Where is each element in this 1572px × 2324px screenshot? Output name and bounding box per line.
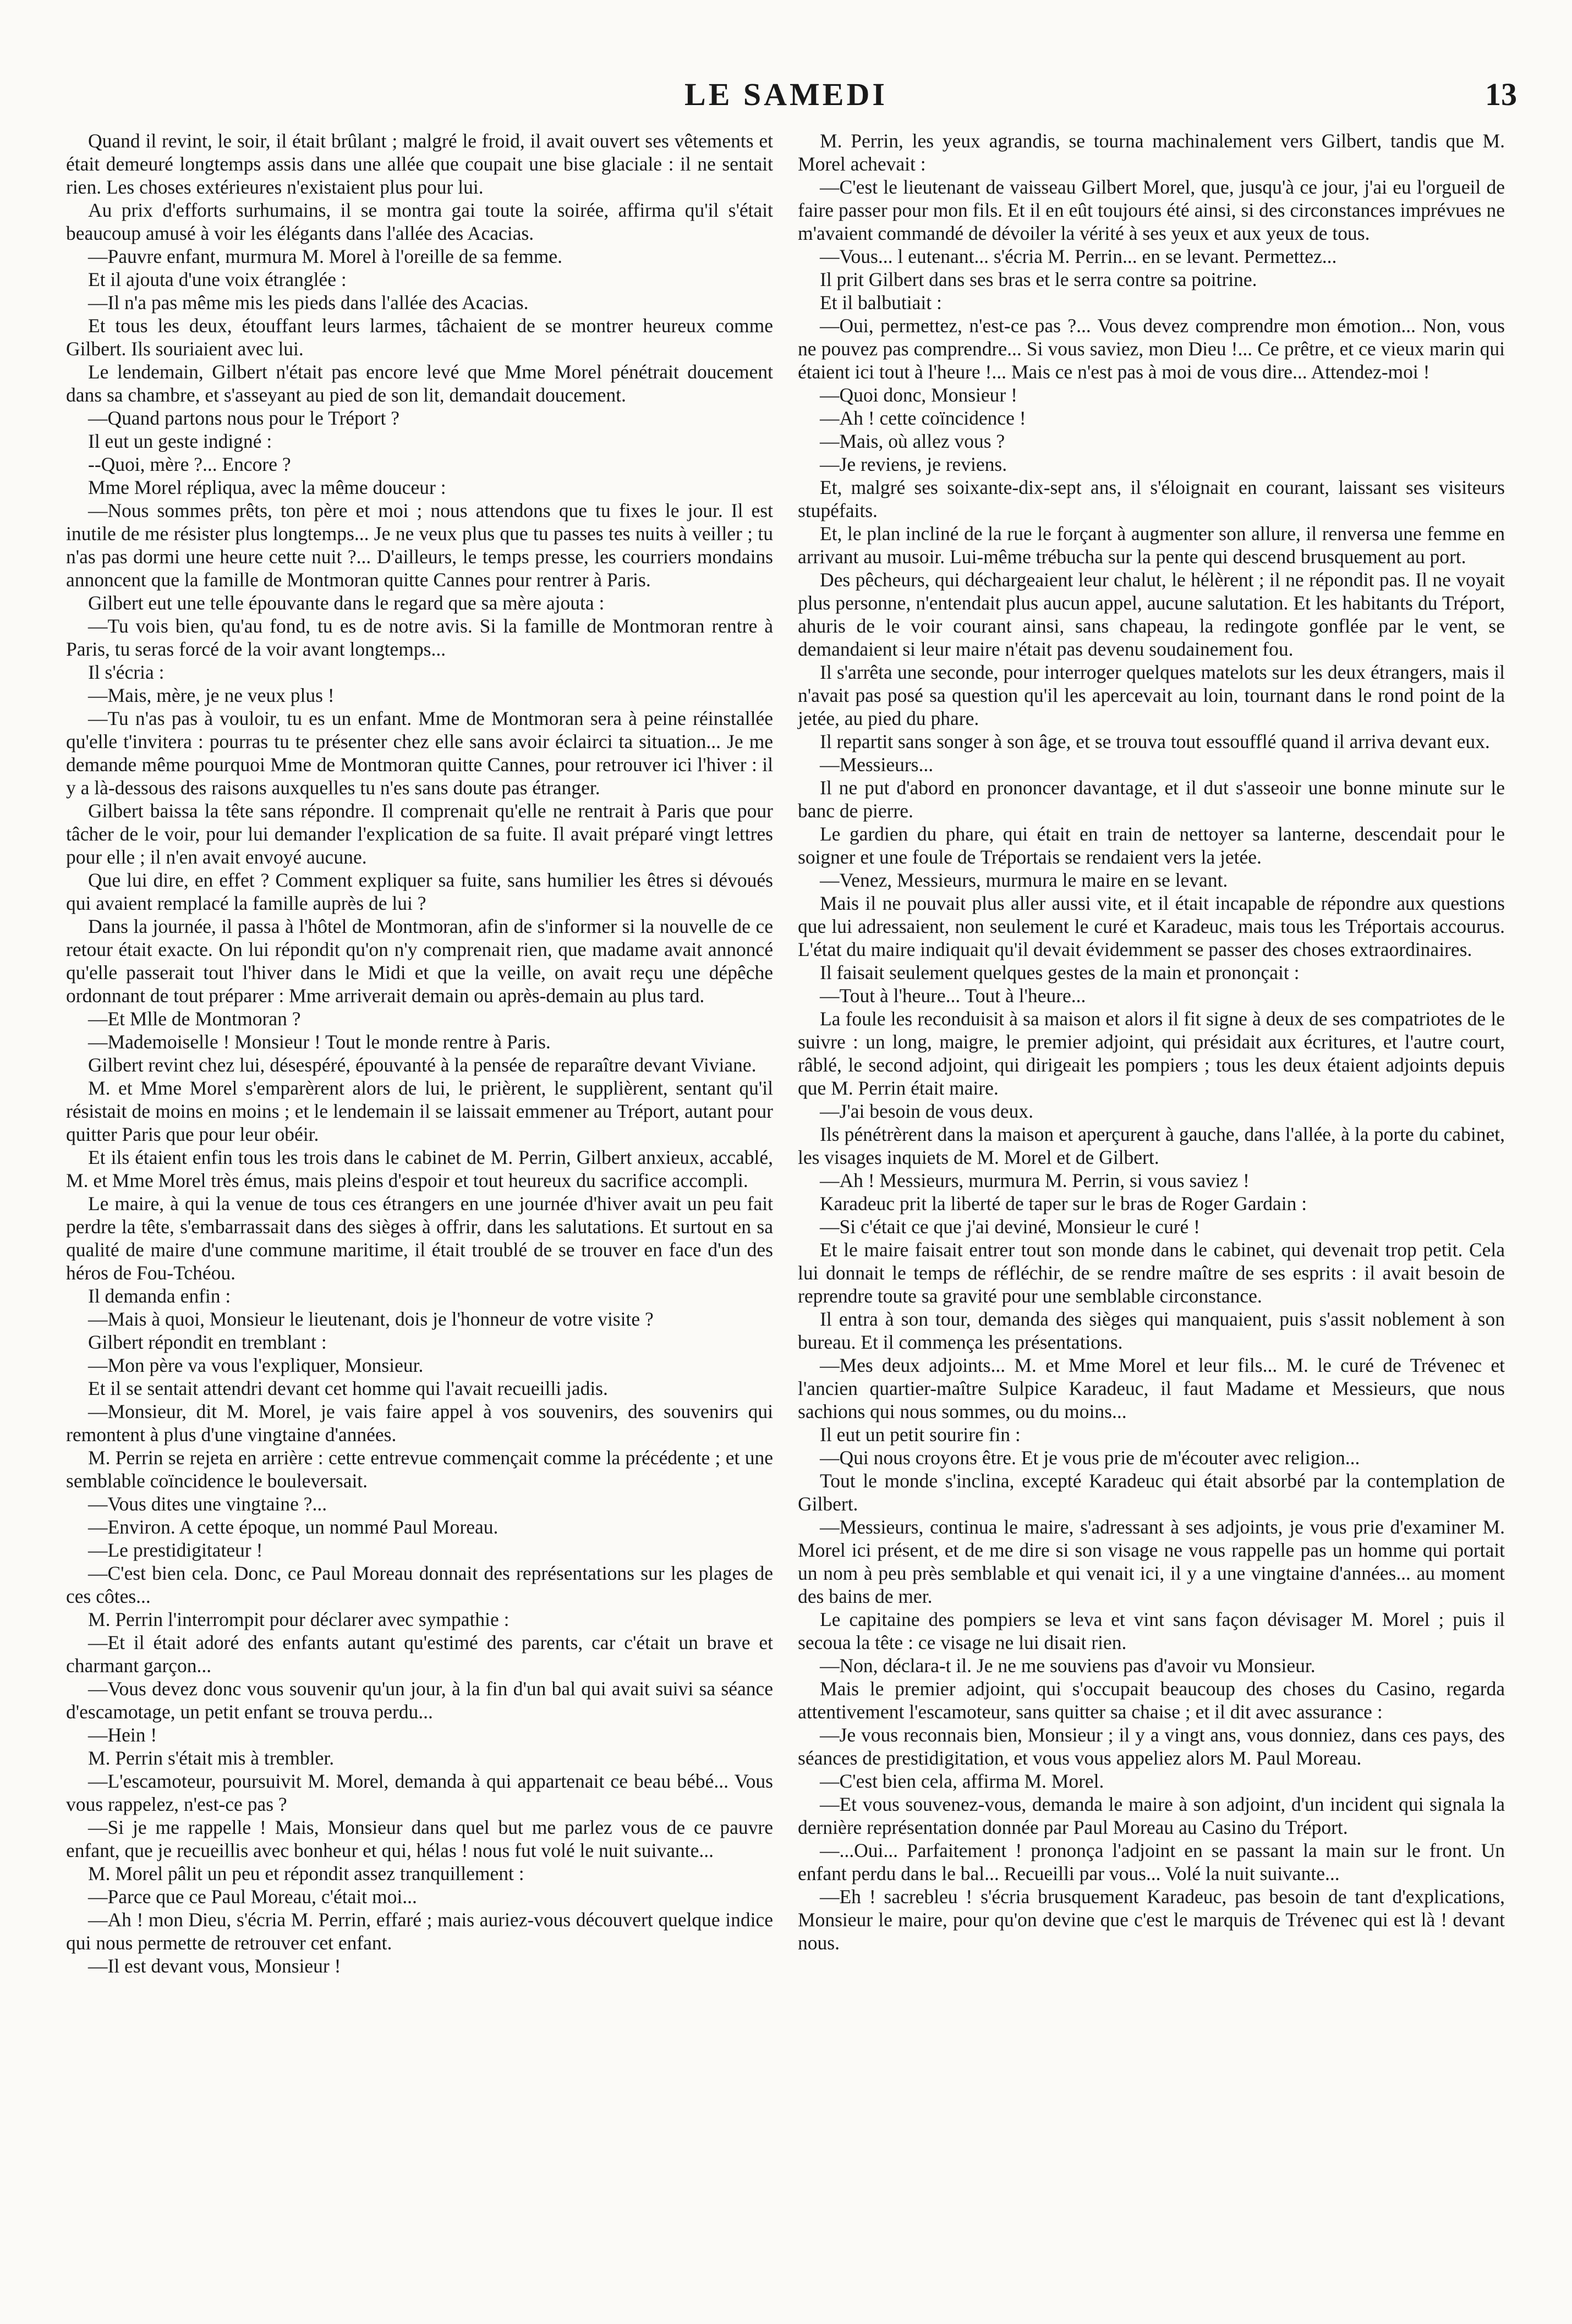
paragraph: La foule les reconduisit à sa maison et alors il fit signe à deux de ses compatriotes de le suivre : un long, maigre, le premier adjoint, qui présidait aux écritures, et l'autre court, râblé, le second adjoint, qui dirigeait les pompiers ; tous les deux étaient adjoints depuis que M. Perrin était maire. — [798, 1008, 1505, 1099]
paragraph: —Non, déclara-t il. Je ne me souviens pas d'avoir vu Monsieur. — [820, 1655, 1316, 1677]
paragraph: —Tu vois bien, qu'au fond, tu es de notre avis. Si la famille de Montmoran rentre à Paris, tu seras forcé de la voir avant longtemps... — [66, 615, 773, 660]
paragraph: —Je vous reconnais bien, Monsieur ; il y a vingt ans, vous donniez, dans ces pays, des séances de prestidigitation, et vous vous appeliez alors M. Paul Moreau. — [798, 1724, 1505, 1769]
paragraph: Ils pénétrèrent dans la maison et aperçurent à gauche, dans l'allée, à la porte du cabinet, les visages inquiets de M. Morel et de Gilbert. — [798, 1123, 1505, 1168]
paragraph: Il prit Gilbert dans ses bras et le serra contre sa poitrine. — [820, 268, 1257, 290]
running-title: LE SAMEDI — [684, 76, 888, 112]
paragraph: —Messieurs, continua le maire, s'adressant à ses adjoints, je vous prie d'examiner M. Morel ici présent, et de me dire si son visage ne vous rappelle pas un homme qui portait un nom à peu près semblable et qui venait ici, il y a une vingtaine d'années... au moment des bains de mer. — [798, 1516, 1505, 1607]
paragraph: —Messieurs... — [820, 754, 934, 776]
page-header — [55, 72, 1517, 121]
paragraph: Des pêcheurs, qui déchargeaient leur chalut, le hélèrent ; il ne répondit pas. Il ne voyait plus personne, n'entendait plus aucun appel, aucune salutation. Et les habitants du Tréport, ahuris de le voir courant ainsi, sans chapeau, la redingote gonflée par le vent, se demandaient si leur maire n'était pas devenu soudainement fou. — [798, 569, 1505, 660]
paragraph: Il repartit sans songer à son âge, et se trouva tout essoufflé quand il arriva devant eux. — [820, 730, 1490, 752]
paragraph: M. Perrin se rejeta en arrière : cette entrevue commençait comme la précédente ; et une semblable coïncidence le bouleversait. — [66, 1447, 773, 1492]
paragraph: Mme Morel répliqua, avec la même douceur : — [88, 476, 446, 498]
paragraph: —Si je me rappelle ! Mais, Monsieur dans quel but me parlez vous de ce pauvre enfant, que je recueillis avec bonheur et qui, hélas ! nous fut volé le nuit suivante... — [66, 1816, 773, 1861]
paragraph: Karadeuc prit la liberté de taper sur le bras de Roger Gardain : — [820, 1193, 1307, 1215]
paragraph: —Le prestidigitateur ! — [88, 1539, 263, 1561]
paragraph: Et, le plan incliné de la rue le forçant à augmenter son allure, il renversa une femme en arrivant au musoir. Lui-même trébucha sur la pente qui descend brusquement au port. — [798, 523, 1505, 568]
paragraph: —Mademoiselle ! Monsieur ! Tout le monde rentre à Paris. — [88, 1031, 551, 1053]
paragraph: —Parce que ce Paul Moreau, c'était moi... — [88, 1886, 417, 1908]
paragraph: —Mes deux adjoints... M. et Mme Morel et leur fils... M. le curé de Trévenec et l'ancien quartier-maître Sulpice Karadeuc, il faut Madame et Messieurs, que nous sachions qui nous sommes, ou du moins... — [798, 1354, 1505, 1422]
paragraph: —Hein ! — [88, 1724, 157, 1746]
paragraph: —Tu n'as pas à vouloir, tu es un enfant. Mme de Montmoran sera à peine réinstallée qu'elle t'invitera : pourras tu te présenter chez elle sans avoir éclairci ta situation... Je me demande même pourquoi Mme de Montmoran quitte Cannes, pour retrouver ici l'hiver : il y a là-dessous des raisons auxquelles tu n'es sans doute pas étranger. — [66, 707, 773, 799]
paragraph: Il entra à son tour, demanda des sièges qui manquaient, puis s'assit noblement à son bureau. Et il commença les présentations. — [798, 1308, 1505, 1353]
paragraph: —Vous... l eutenant... s'écria M. Perrin... en se levant. Permettez... — [820, 245, 1337, 267]
paragraph: Le gardien du phare, qui était en train de nettoyer sa lanterne, descendait pour le soigner et une foule de Tréportais se rendaient vers la jetée. — [798, 823, 1505, 868]
paragraph: Et, malgré ses soixante-dix-sept ans, il s'éloignait en courant, laissant ses visiteurs stupéfaits. — [798, 476, 1505, 521]
paragraph: —Si c'était ce que j'ai deviné, Monsieur le curé ! — [820, 1216, 1200, 1238]
paragraph: —...Oui... Parfaitement ! prononça l'adjoint en se passant la main sur le front. Un enfant perdu dans le bal... Recueilli par vous... Volé la nuit suivante... — [798, 1839, 1505, 1885]
paragraph: Il faisait seulement quelques gestes de la main et prononçait : — [820, 962, 1300, 984]
paragraph: —Ah ! Messieurs, murmura M. Perrin, si vous saviez ! — [820, 1169, 1250, 1191]
paragraph: Et il ajouta d'une voix étranglée : — [88, 268, 347, 290]
paragraph: —Vous devez donc vous souvenir qu'un jour, à la fin d'un bal qui avait suivi sa séance d'escamotage, un petit enfant se trouva perdu... — [66, 1678, 773, 1723]
paragraph: Mais le premier adjoint, qui s'occupait beaucoup des choses du Casino, regarda attentivement l'escamoteur, sans quitter sa chaise ; et il dit avec assurance : — [798, 1678, 1505, 1723]
paragraph: —Vous dites une vingtaine ?... — [88, 1493, 327, 1515]
paragraph: Et il balbutiait : — [820, 292, 942, 314]
paragraph: Il eut un petit sourire fin : — [820, 1424, 1021, 1446]
paragraph: —Quoi donc, Monsieur ! — [820, 384, 1017, 406]
paragraph: Il eut un geste indigné : — [88, 430, 272, 452]
paragraph: Que lui dire, en effet ? Comment expliquer sa fuite, sans humilier les êtres si dévoués qui avaient remplacé la famille auprès de lui ? — [66, 869, 773, 914]
paragraph: —Oui, permettez, n'est-ce pas ?... Vous devez comprendre mon émotion... Non, vous ne pouvez pas comprendre... Si vous saviez, mon Dieu !... Ce prêtre, et ce vieux marin qui étaient ici tout à l'heure !... Mais ce n'est pas à moi de vous dire... Attendez-moi ! — [798, 315, 1505, 383]
paragraph: —Quand partons nous pour le Tréport ? — [88, 407, 399, 429]
paragraph: —Qui nous croyons être. Et je vous prie de m'écouter avec religion... — [820, 1447, 1360, 1469]
paragraph: Et tous les deux, étouffant leurs larmes, tâchaient de se montrer heureux comme Gilbert. Ils souriaient avec lui. — [66, 315, 773, 360]
paragraph: —J'ai besoin de vous deux. — [820, 1100, 1033, 1122]
paragraph: —Environ. A cette époque, un nommé Paul Moreau. — [88, 1516, 499, 1538]
paragraph: Tout le monde s'inclina, excepté Karadeuc qui était absorbé par la contemplation de Gilbert. — [798, 1470, 1505, 1515]
paragraph: Quand il revint, le soir, il était brûlant ; malgré le froid, il avait ouvert ses vêtements et était demeuré longtemps assis dans une allée que coupait une bise glaciale : il ne sentait rien. Les choses extérieures n'existaient plus pour lui. — [66, 130, 773, 198]
paragraph: —Ah ! cette coïncidence ! — [820, 407, 1026, 429]
paragraph: Et le maire faisait entrer tout son monde dans le cabinet, qui devenait trop petit. Cela lui donnait le temps de réfléchir, de se rendre maître de ses esprits : il avait besoin de reprendre toute sa gravité pour une semblable circonstance. — [798, 1239, 1505, 1307]
paragraph: —Eh ! sacrebleu ! s'écria brusquement Karadeuc, pas besoin de tant d'explications, Monsieur le maire, pour qu'on devine que c'est le marquis de Trévenec qui est là ! devant nous. — [798, 1886, 1505, 1954]
paragraph: Le lendemain, Gilbert n'était pas encore levé que Mme Morel pénétrait doucement dans sa chambre, et s'asseyant au pied de son lit, demandait doucement. — [66, 361, 773, 406]
paragraph: Il demanda enfin : — [88, 1285, 231, 1307]
paragraph: --Quoi, mère ?... Encore ? — [88, 453, 291, 475]
right-text-column — [798, 129, 1505, 1954]
paragraph: Au prix d'efforts surhumains, il se montra gai toute la soirée, affirma qu'il s'était beaucoup amusé à voir les élégants dans l'allée des Acacias. — [66, 199, 773, 244]
paragraph: —Monsieur, dit M. Morel, je vais faire appel à vos souvenirs, des souvenirs qui remontent à plus d'une vingtaine d'années. — [66, 1400, 773, 1446]
paragraph: M. Perrin l'interrompit pour déclarer avec sympathie : — [88, 1608, 510, 1630]
paragraph: M. Perrin, les yeux agrandis, se tourna machinalement vers Gilbert, tandis que M. Morel achevait : — [798, 130, 1505, 175]
paragraph: M. et Mme Morel s'emparèrent alors de lui, le prièrent, le supplièrent, sentant qu'il résistait de moins en moins ; et le lendemain il se laissait emmener au Tréport, autant pour quitter Paris que pour leur obéir. — [66, 1077, 773, 1145]
paragraph: —Je reviens, je reviens. — [820, 453, 1007, 475]
paragraph: Gilbert eut une telle épouvante dans le regard que sa mère ajouta : — [88, 592, 605, 614]
paragraph: —Venez, Messieurs, murmura le maire en se levant. — [820, 869, 1228, 891]
paragraph: Gilbert revint chez lui, désespéré, épouvanté à la pensée de reparaître devant Viviane. — [88, 1054, 757, 1076]
paragraph: Et il se sentait attendri devant cet homme qui l'avait recueilli jadis. — [88, 1377, 608, 1399]
paragraph: Mais il ne pouvait plus aller aussi vite, et il était incapable de répondre aux questions que lui adressaient, non seulement le curé et Karadeuc, mais tous les Tréportais accourus. L'état du maire indiquait qu'il devait évidemment se passer des choses extraordinaires. — [798, 892, 1505, 960]
paragraph: Il s'arrêta une seconde, pour interroger quelques matelots sur les deux étrangers, mais il n'avait pas posé sa question qu'il les apercevait au loin, tournant dans le rond point de la jetée, au pied du phare. — [798, 661, 1505, 729]
paragraph: —C'est bien cela, affirma M. Morel. — [820, 1770, 1104, 1792]
paragraph: —Ah ! mon Dieu, s'écria M. Perrin, effaré ; mais auriez-vous découvert quelque indice qui nous permette de retrouver cet enfant. — [66, 1909, 773, 1954]
paragraph: —C'est bien cela. Donc, ce Paul Moreau donnait des représentations sur les plages de ces côtes... — [66, 1562, 773, 1607]
paragraph: Dans la journée, il passa à l'hôtel de Montmoran, afin de s'informer si la nouvelle de ce retour était exacte. On lui répondit qu'on n'y comprenait rien, que madame avait annoncé qu'elle passerait tout l'hiver dans le Midi et que la veille, on avait reçu une dépêche ordonnant de tout préparer : Mme arriverait demain ou après-demain au plus tard. — [66, 915, 773, 1007]
paragraph: M. Perrin s'était mis à trembler. — [88, 1747, 335, 1769]
paragraph: Il ne put d'abord en prononcer davantage, et il dut s'asseoir une bonne minute sur le banc de pierre. — [798, 777, 1505, 822]
left-text-column — [66, 129, 773, 1977]
paragraph: Le capitaine des pompiers se leva et vint sans façon dévisager M. Morel ; puis il secoua la tête : ce visage ne lui disait rien. — [798, 1608, 1505, 1653]
paragraph: —Mon père va vous l'expliquer, Monsieur. — [88, 1354, 424, 1376]
paragraph: Et ils étaient enfin tous les trois dans le cabinet de M. Perrin, Gilbert anxieux, accablé, M. et Mme Morel très émus, mais pleins d'espoir et tout heureux du sacrifice accompli. — [66, 1146, 773, 1191]
paragraph: —Il est devant vous, Monsieur ! — [88, 1955, 341, 1977]
paragraph: Gilbert baissa la tête sans répondre. Il comprenait qu'elle ne rentrait à Paris que pour tâcher de le voir, pour lui demander l'explication de sa fuite. Il avait préparé vingt lettres pour elle ; il n'en avait envoyé aucune. — [66, 800, 773, 868]
paragraph: Gilbert répondit en tremblant : — [88, 1331, 327, 1353]
paragraph: —Mais, où allez vous ? — [820, 430, 1005, 452]
paragraph: —Tout à l'heure... Tout à l'heure... — [820, 985, 1086, 1007]
paragraph: Le maire, à qui la venue de tous ces étrangers en une journée d'hiver avait un peu fait perdre la tête, s'embarrassait dans des sièges à offrir, dans les salutations. Et surtout en sa qualité de maire d'une commune maritime, il était troublé de se trouver en face d'un des héros de Fou-Tchéou. — [66, 1193, 773, 1284]
paragraph: M. Morel pâlit un peu et répondit assez tranquillement : — [88, 1863, 524, 1885]
paragraph: —Mais, mère, je ne veux plus ! — [88, 684, 335, 706]
paragraph: —Nous sommes prêts, ton père et moi ; nous attendons que tu fixes le jour. Il est inutile de me résister plus longtemps... Je ne veux plus que tu passes tes nuits à veiller ; tu n'as pas dormi une heure cette nuit ?... D'ailleurs, le temps presse, les courriers mondains annoncent que la famille de Montmoran quitte Cannes pour rentrer à Paris. — [66, 499, 773, 591]
paragraph: —Et vous souvenez-vous, demanda le maire à son adjoint, d'un incident qui signala la dernière représentation donnée par Paul Moreau au Casino du Tréport. — [798, 1793, 1505, 1838]
paragraph: —Il n'a pas même mis les pieds dans l'allée des Acacias. — [88, 292, 529, 314]
paragraph: —Mais à quoi, Monsieur le lieutenant, dois je l'honneur de votre visite ? — [88, 1308, 654, 1330]
paragraph: —L'escamoteur, poursuivit M. Morel, demanda à qui appartenait ce beau bébé... Vous vous rappelez, n'est-ce pas ? — [66, 1770, 773, 1815]
page-number: 13 — [1485, 76, 1517, 112]
paragraph: —Pauvre enfant, murmura M. Morel à l'oreille de sa femme. — [88, 245, 563, 267]
paragraph: —C'est le lieutenant de vaisseau Gilbert Morel, que, jusqu'à ce jour, j'ai eu l'orgueil de faire passer pour mon fils. Et il en eût toujours été ainsi, si des circonstances imprévues ne m'avaient commandé de dévoiler la vérité à ses yeux et aux yeux de tous. — [798, 176, 1505, 244]
paragraph: —Et Mlle de Montmoran ? — [88, 1008, 301, 1030]
paragraph: Il s'écria : — [88, 661, 165, 683]
paragraph: —Et il était adoré des enfants autant qu'estimé des parents, car c'était un brave et charmant garçon... — [66, 1631, 773, 1677]
